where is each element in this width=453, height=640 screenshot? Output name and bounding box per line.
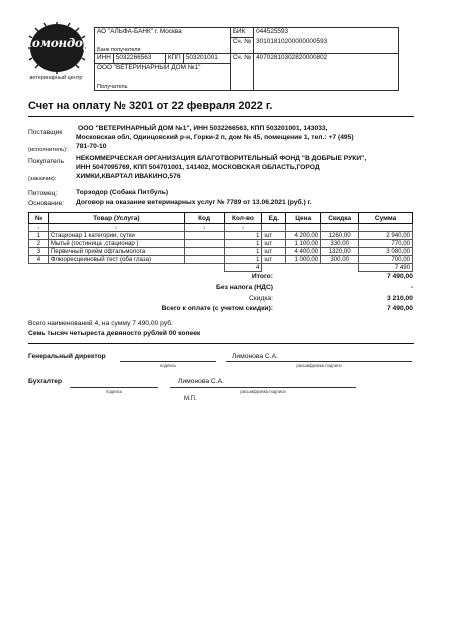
- table-cell: [184, 247, 224, 255]
- col-unit: Ед.: [262, 213, 286, 224]
- table-cell: 4: [224, 224, 262, 232]
- account-label: Сч. №: [230, 54, 253, 91]
- table-cell: Мытьё (гостиница ,стационар ): [48, 239, 184, 247]
- table-cell: [262, 224, 286, 232]
- total-value: 7 490,00: [386, 273, 413, 280]
- buyer-line: ИНН 5047095769, КПП 504701001, 141402, МОСКОВСКАЯ ОБЛАСТЬ,ГОРОД: [76, 163, 320, 171]
- table-cell: [321, 263, 359, 271]
- table-cell: 1: [224, 247, 262, 255]
- table-cell: шт: [262, 239, 286, 247]
- inn-value: 5032266563: [113, 54, 165, 64]
- bank-details-table: [94, 27, 399, 91]
- total-row: [0, 273, 453, 283]
- company-logo: [20, 22, 92, 84]
- table-cell: [184, 263, 224, 271]
- footer-qty: 4: [224, 263, 262, 271]
- summary-count: Всего наименований 4, на сумму 7 490,00 руб.: [28, 320, 173, 327]
- table-cell: 1: [29, 231, 49, 239]
- pet-value: Торэодор (Собака Питбуль): [76, 189, 169, 196]
- buyer-line: НЕКОММЕРЧЕСКАЯ ОРГАНИЗАЦИЯ БЛАГОТВОРИТЕЛЬНЫЙ ФОНД "В ДОБРЫЕ РУКИ",: [76, 155, 367, 162]
- col-sum: Сумма: [359, 213, 413, 224]
- pay-label: Всего к оплате (с учетом скидки):: [161, 305, 273, 312]
- table-cell: 3 080,00: [359, 247, 413, 255]
- director-label: Генеральный директор: [28, 353, 106, 360]
- accountant-sign-line: [70, 387, 158, 388]
- buyer-info: [76, 155, 366, 181]
- summary-words: Семь тысяч четыреста девяносто рублей 00 копеек: [28, 330, 201, 337]
- corr-account-value: 30101810200000000593: [254, 38, 399, 54]
- bik-value: 044525593: [254, 28, 399, 38]
- table-header-row: [29, 213, 413, 224]
- table-cell: 1320,00: [321, 247, 359, 255]
- table-row: [29, 231, 413, 239]
- inn-label: ИНН: [95, 54, 114, 64]
- logo-word: Комондор: [21, 36, 91, 50]
- vat-value: -: [410, 284, 413, 291]
- table-row: [29, 239, 413, 247]
- buyer-line: ХИМКИ,КВАРТАЛ ИВАКИНО,576: [76, 172, 181, 180]
- table-cell: [262, 263, 286, 271]
- logo-subtitle: ветеринарный центр: [29, 75, 83, 81]
- col-num: №: [29, 213, 49, 224]
- pay-row: [0, 305, 453, 315]
- goods-table: [28, 212, 413, 272]
- total-label: Итого:: [251, 273, 273, 280]
- table-subheader-row: [29, 224, 413, 232]
- table-cell: [184, 231, 224, 239]
- buyer-label: Покупатель: [28, 158, 64, 165]
- table-cell: 1: [29, 224, 49, 232]
- table-cell: 300,00: [321, 255, 359, 263]
- director-sign-caption: подпись: [159, 363, 177, 368]
- accountant-decode-line: [170, 387, 356, 388]
- table-cell: Стационар 1 категории, сутки: [48, 231, 184, 239]
- table-cell: 1: [224, 231, 262, 239]
- supplier-line: Московская обл, Одинцовский р-н, Горки-2 п, дом № 45, помещение 1, тел.: +7 (495): [76, 133, 354, 141]
- supplier-line: ООО "ВЕТЕРИНАРНЫЙ ДОМ №1", ИНН 5032266563, КПП 503201001, 143033,: [78, 125, 328, 132]
- table-cell: шт: [262, 255, 286, 263]
- col-qty: Кол-во: [224, 213, 262, 224]
- director-decode-caption: расшифровка подписи: [296, 363, 342, 368]
- col-code: Код: [184, 213, 224, 224]
- table-row: [29, 255, 413, 263]
- table-cell: Флюоресцеиновый тест (оба глаза): [48, 255, 184, 263]
- table-cell: [286, 263, 321, 271]
- vat-row: [0, 284, 453, 294]
- discount-label: Скидка:: [248, 295, 273, 302]
- basis-value: Договор на оказание ветеринарных услуг № 7789 от 13.06.2021 (руб.) г.: [76, 199, 312, 206]
- director-sign-line: [120, 361, 216, 362]
- kpp-value: 503201001: [183, 54, 230, 64]
- table-cell: [184, 239, 224, 247]
- account-value: 40702810302820000802: [254, 54, 399, 91]
- vat-label: Без налога (НДС): [216, 284, 273, 291]
- invoice-title: Счет на оплату № 3201 от 22 февраля 2022 г.: [28, 100, 273, 112]
- discount-value: 3 210,00: [386, 295, 413, 302]
- supplier-sublabel: (исполнитель):: [28, 147, 68, 153]
- table-cell: 1: [224, 255, 262, 263]
- bank-label: Банк получателя: [97, 47, 141, 53]
- stamp-place: М.П.: [184, 396, 197, 402]
- accountant-label: Бухгалтер: [28, 378, 63, 385]
- discount-row: [0, 295, 453, 305]
- basis-label: Основание:: [28, 200, 65, 207]
- col-item: Товар (Услуга): [48, 213, 184, 224]
- director-decode-line: [226, 361, 412, 362]
- table-cell: [29, 263, 49, 271]
- table-cell: 1260,00: [321, 231, 359, 239]
- table-row: [29, 247, 413, 255]
- supplier-info: [76, 125, 354, 151]
- table-cell: [321, 224, 359, 232]
- summary-rule: [28, 343, 414, 344]
- table-cell: 2: [29, 239, 49, 247]
- table-cell: 3: [29, 247, 49, 255]
- supplier-label: Поставщик: [28, 129, 63, 136]
- table-cell: [48, 263, 184, 271]
- table-cell: 330,00: [321, 239, 359, 247]
- table-cell: 2: [48, 224, 184, 232]
- table-cell: [286, 224, 321, 232]
- corr-account-label: Сч. №: [230, 38, 253, 54]
- table-footer-row: [29, 263, 413, 271]
- accountant-name: Лимонова С.А.: [178, 378, 224, 385]
- table-cell: шт: [262, 231, 286, 239]
- director-name: Лимонова С.А.: [232, 353, 278, 360]
- footer-sum: 7 490: [359, 263, 413, 271]
- pay-value: 7 490,00: [386, 305, 413, 312]
- supplier-line: 781-70-10: [76, 142, 107, 150]
- table-cell: 770,00: [359, 239, 413, 247]
- kpp-label: КПП: [165, 54, 183, 64]
- col-price: Цена: [286, 213, 321, 224]
- bank-name: АО "АЛЬФА-БАНК" г. Москва: [95, 28, 231, 38]
- accountant-sign-caption: подпись: [105, 389, 123, 394]
- table-cell: 1 000,00: [286, 255, 321, 263]
- pet-label: Питомец:: [28, 190, 58, 197]
- table-cell: [359, 224, 413, 232]
- table-cell: 3: [184, 224, 224, 232]
- table-cell: 4 200,00: [286, 231, 321, 239]
- recipient-name: ООО "ВЕТЕРИНАРНЫЙ ДОМ №1": [95, 64, 231, 74]
- table-cell: 1: [224, 239, 262, 247]
- table-cell: 700,00: [359, 255, 413, 263]
- table-cell: 2 940,00: [359, 231, 413, 239]
- accountant-decode-caption: расшифровка подписи: [240, 389, 286, 394]
- title-rule: [28, 116, 414, 117]
- table-cell: 1 100,00: [286, 239, 321, 247]
- table-cell: 4 400,00: [286, 247, 321, 255]
- buyer-sublabel: (заказчик):: [28, 176, 57, 182]
- bik-label: БИК: [230, 28, 253, 38]
- table-cell: Первичный приём офтальмолога: [48, 247, 184, 255]
- table-cell: шт: [262, 247, 286, 255]
- col-discount: Скидка: [321, 213, 359, 224]
- recipient-label: Получатель: [97, 84, 128, 90]
- table-cell: 4: [29, 255, 49, 263]
- table-cell: [184, 255, 224, 263]
